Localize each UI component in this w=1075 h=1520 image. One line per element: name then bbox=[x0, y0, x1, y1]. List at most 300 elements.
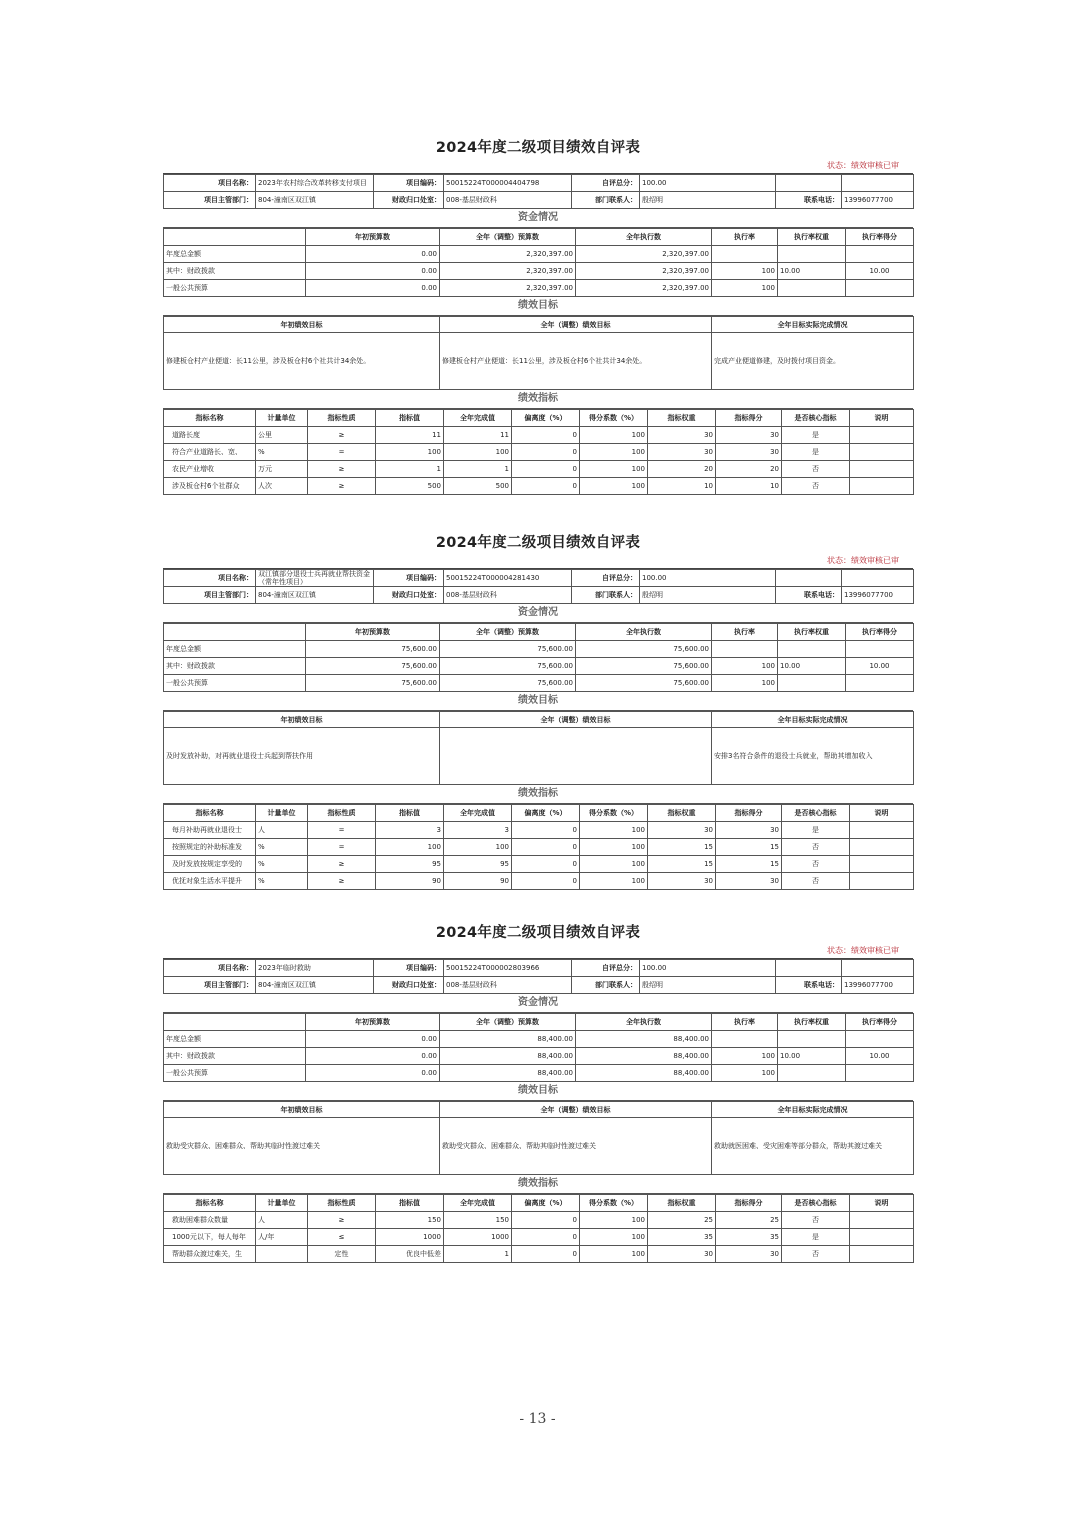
indicator-cell: 0 bbox=[512, 873, 580, 890]
self-score: 100.00 bbox=[640, 960, 776, 977]
section-goals: 绩效目标 bbox=[163, 692, 913, 711]
funds-cell: 88,400.00 bbox=[440, 1065, 576, 1082]
goal-text: 救助就医困难、受灾困难等部分群众，帮助其渡过难关 bbox=[712, 1118, 914, 1175]
indicator-header: 指标得分 bbox=[716, 410, 782, 427]
funds-cell: 10.00 bbox=[846, 263, 914, 280]
indicator-header: 指标性质 bbox=[308, 805, 376, 822]
indicator-cell: 否 bbox=[782, 856, 850, 873]
indicator-cell: 3 bbox=[444, 822, 512, 839]
indicator-header: 得分系数（%） bbox=[580, 805, 648, 822]
indicator-cell: 90 bbox=[444, 873, 512, 890]
indicator-cell: 优抚对象生活水平提升 bbox=[164, 873, 256, 890]
section-indicators: 绩效指标 bbox=[163, 785, 913, 804]
funds-cell: 75,600.00 bbox=[440, 658, 576, 675]
section-indicators: 绩效指标 bbox=[163, 390, 913, 409]
indicator-row bbox=[164, 1212, 914, 1229]
indicator-cell bbox=[850, 1212, 914, 1229]
funds-row-label: 一般公共预算 bbox=[164, 280, 306, 297]
goals-header: 年初绩效目标 bbox=[164, 1102, 440, 1118]
funds-header: 年初预算数 bbox=[306, 624, 440, 641]
indicator-header: 指标值 bbox=[376, 1195, 444, 1212]
page-number: - 13 - bbox=[519, 1411, 556, 1427]
funds-cell: 75,600.00 bbox=[576, 675, 712, 692]
indicator-cell: 1 bbox=[376, 461, 444, 478]
label-phone: 联系电话： bbox=[776, 587, 842, 604]
project-code: 50015224T000004404798 bbox=[444, 175, 572, 192]
indicator-cell: 20 bbox=[648, 461, 716, 478]
indicator-cell: 否 bbox=[782, 1212, 850, 1229]
funds-cell: 88,400.00 bbox=[440, 1048, 576, 1065]
project-info-table bbox=[163, 174, 914, 209]
self-evaluation-form bbox=[163, 532, 913, 890]
indicator-cell: 15 bbox=[648, 856, 716, 873]
indicator-cell: 100 bbox=[580, 1229, 648, 1246]
funds-row-label: 一般公共预算 bbox=[164, 1065, 306, 1082]
indicator-cell: 1 bbox=[444, 461, 512, 478]
indicator-cell: 35 bbox=[716, 1229, 782, 1246]
funds-header: 执行率权重 bbox=[778, 229, 846, 246]
goals-table bbox=[163, 1101, 914, 1175]
goals-table bbox=[163, 711, 914, 785]
indicator-row bbox=[164, 1246, 914, 1263]
indicator-cell: 100 bbox=[376, 444, 444, 461]
funds-cell bbox=[846, 246, 914, 263]
funds-header: 年初预算数 bbox=[306, 229, 440, 246]
indicator-cell: 100 bbox=[580, 873, 648, 890]
self-score: 100.00 bbox=[640, 175, 776, 192]
funds-row bbox=[164, 1048, 914, 1065]
funds-cell: 0.00 bbox=[306, 1065, 440, 1082]
funds-header: 全年执行数 bbox=[576, 624, 712, 641]
indicator-cell: 30 bbox=[716, 873, 782, 890]
contact: 殷绍明 bbox=[640, 587, 776, 604]
indicator-cell: % bbox=[256, 873, 308, 890]
section-indicators: 绩效指标 bbox=[163, 1175, 913, 1194]
indicator-cell: ≥ bbox=[308, 461, 376, 478]
indicator-cell: 10 bbox=[648, 478, 716, 495]
project-name: 双江镇部分退役士兵再就业帮扶资金（常年性项目） bbox=[256, 570, 374, 587]
indicator-header: 指标得分 bbox=[716, 805, 782, 822]
indicator-cell: 100 bbox=[580, 822, 648, 839]
goals-header: 全年目标实际完成情况 bbox=[712, 712, 914, 728]
indicators-table bbox=[163, 804, 914, 890]
funds-cell: 75,600.00 bbox=[306, 641, 440, 658]
funds-cell: 75,600.00 bbox=[440, 675, 576, 692]
funds-row-label: 年度总金额 bbox=[164, 641, 306, 658]
label-project-name: 项目名称： bbox=[164, 570, 256, 587]
indicator-cell: 15 bbox=[716, 856, 782, 873]
indicator-cell: 15 bbox=[716, 839, 782, 856]
indicator-cell: 100 bbox=[444, 839, 512, 856]
indicator-cell: 90 bbox=[376, 873, 444, 890]
indicator-row bbox=[164, 444, 914, 461]
indicator-cell: 100 bbox=[580, 478, 648, 495]
funds-cell bbox=[712, 246, 778, 263]
label-phone: 联系电话： bbox=[776, 192, 842, 209]
funds-row bbox=[164, 246, 914, 263]
indicator-cell: 是 bbox=[782, 444, 850, 461]
indicator-header: 指标名称 bbox=[164, 805, 256, 822]
indicator-cell: 是 bbox=[782, 1229, 850, 1246]
funds-table bbox=[163, 623, 914, 692]
indicator-cell: 3 bbox=[376, 822, 444, 839]
label-contact: 部门联系人： bbox=[572, 192, 640, 209]
label-project-name: 项目名称： bbox=[164, 175, 256, 192]
indicator-cell bbox=[850, 822, 914, 839]
indicator-cell: ≥ bbox=[308, 1212, 376, 1229]
funds-cell: 0.00 bbox=[306, 1031, 440, 1048]
funds-cell: 75,600.00 bbox=[306, 658, 440, 675]
project-name: 2023年农村综合改革转移支付项目 bbox=[256, 175, 374, 192]
funds-header: 执行率得分 bbox=[846, 229, 914, 246]
indicator-header: 全年完成值 bbox=[444, 1195, 512, 1212]
funds-cell: 88,400.00 bbox=[576, 1065, 712, 1082]
indicator-cell: 1000元以下，每人每年 bbox=[164, 1229, 256, 1246]
funds-cell: 10.00 bbox=[846, 658, 914, 675]
funds-row-label: 一般公共预算 bbox=[164, 675, 306, 692]
indicator-cell: 否 bbox=[782, 1246, 850, 1263]
indicator-cell: 20 bbox=[716, 461, 782, 478]
funds-cell: 2,320,397.00 bbox=[576, 263, 712, 280]
indicator-cell: 人 bbox=[256, 822, 308, 839]
indicator-header: 指标权重 bbox=[648, 805, 716, 822]
indicator-cell: % bbox=[256, 839, 308, 856]
label-self-score: 自评总分： bbox=[572, 960, 640, 977]
indicator-header: 是否核心指标 bbox=[782, 410, 850, 427]
funds-header: 执行率权重 bbox=[778, 1014, 846, 1031]
indicator-cell: 25 bbox=[716, 1212, 782, 1229]
indicator-header: 偏离度（%） bbox=[512, 410, 580, 427]
indicator-cell: 30 bbox=[716, 427, 782, 444]
indicator-cell: 0 bbox=[512, 444, 580, 461]
indicator-header: 是否核心指标 bbox=[782, 1195, 850, 1212]
indicators-table bbox=[163, 1194, 914, 1263]
section-goals: 绩效目标 bbox=[163, 297, 913, 316]
indicator-row bbox=[164, 856, 914, 873]
form-title: 2024年度二级项目绩效自评表 bbox=[435, 925, 641, 941]
funds-header: 全年执行数 bbox=[576, 1014, 712, 1031]
funds-row-label: 年度总金额 bbox=[164, 246, 306, 263]
indicator-cell bbox=[850, 478, 914, 495]
funds-cell: 100 bbox=[712, 1048, 778, 1065]
indicator-header: 全年完成值 bbox=[444, 805, 512, 822]
status-label: 状态：绩效审核已审 bbox=[827, 161, 899, 170]
label-finance-office: 财政归口处室： bbox=[374, 192, 444, 209]
indicator-cell: 及时发放按规定享受的 bbox=[164, 856, 256, 873]
indicator-header: 指标名称 bbox=[164, 1195, 256, 1212]
funds-cell: 100 bbox=[712, 263, 778, 280]
indicator-cell bbox=[256, 1246, 308, 1263]
indicator-cell: 30 bbox=[716, 822, 782, 839]
indicator-cell: 100 bbox=[580, 444, 648, 461]
funds-cell: 88,400.00 bbox=[440, 1031, 576, 1048]
indicator-cell: 30 bbox=[716, 444, 782, 461]
dept: 804-潼南区双江镇 bbox=[256, 587, 374, 604]
funds-cell bbox=[712, 641, 778, 658]
indicator-cell: 否 bbox=[782, 478, 850, 495]
indicator-cell bbox=[850, 427, 914, 444]
label-contact: 部门联系人： bbox=[572, 977, 640, 994]
label-self-score: 自评总分： bbox=[572, 570, 640, 587]
indicator-cell: 25 bbox=[648, 1212, 716, 1229]
funds-cell bbox=[778, 280, 846, 297]
funds-header: 全年（调整）预算数 bbox=[440, 1014, 576, 1031]
funds-cell bbox=[778, 246, 846, 263]
indicator-cell: 公里 bbox=[256, 427, 308, 444]
funds-cell: 10.00 bbox=[846, 1048, 914, 1065]
dept: 804-潼南区双江镇 bbox=[256, 192, 374, 209]
funds-cell bbox=[778, 675, 846, 692]
funds-header: 年初预算数 bbox=[306, 1014, 440, 1031]
funds-header: 执行率 bbox=[712, 229, 778, 246]
funds-row bbox=[164, 280, 914, 297]
label-dept: 项目主管部门： bbox=[164, 587, 256, 604]
indicator-header: 指标名称 bbox=[164, 410, 256, 427]
funds-row-label: 年度总金额 bbox=[164, 1031, 306, 1048]
project-code: 50015224T000004281430 bbox=[444, 570, 572, 587]
finance-office: 008-基层财政科 bbox=[444, 587, 572, 604]
indicator-cell bbox=[850, 1246, 914, 1263]
phone: 13996077700 bbox=[842, 977, 914, 994]
funds-cell: 0.00 bbox=[306, 280, 440, 297]
indicator-cell: 100 bbox=[580, 461, 648, 478]
indicator-cell: 否 bbox=[782, 461, 850, 478]
indicator-cell: 35 bbox=[648, 1229, 716, 1246]
funds-cell: 0.00 bbox=[306, 263, 440, 280]
indicator-cell: 30 bbox=[648, 822, 716, 839]
indicator-header: 偏离度（%） bbox=[512, 805, 580, 822]
indicator-cell: 万元 bbox=[256, 461, 308, 478]
funds-header: 执行率得分 bbox=[846, 624, 914, 641]
goals-header: 全年目标实际完成情况 bbox=[712, 317, 914, 333]
indicator-cell: 1000 bbox=[376, 1229, 444, 1246]
indicator-cell: 1 bbox=[444, 1246, 512, 1263]
indicator-cell: 100 bbox=[580, 1212, 648, 1229]
indicator-cell: 按照规定的补助标准发 bbox=[164, 839, 256, 856]
indicator-cell: 10 bbox=[716, 478, 782, 495]
goals-header: 年初绩效目标 bbox=[164, 317, 440, 333]
indicator-cell: 11 bbox=[376, 427, 444, 444]
funds-cell bbox=[778, 641, 846, 658]
indicator-cell: 道路长度 bbox=[164, 427, 256, 444]
indicator-header: 计量单位 bbox=[256, 410, 308, 427]
funds-cell: 10.00 bbox=[778, 1048, 846, 1065]
funds-cell bbox=[846, 280, 914, 297]
indicator-cell: 30 bbox=[648, 427, 716, 444]
funds-cell: 88,400.00 bbox=[576, 1031, 712, 1048]
finance-office: 008-基层财政科 bbox=[444, 977, 572, 994]
indicator-row bbox=[164, 478, 914, 495]
dept: 804-潼南区双江镇 bbox=[256, 977, 374, 994]
indicator-header: 计量单位 bbox=[256, 1195, 308, 1212]
indicator-cell: 是 bbox=[782, 822, 850, 839]
funds-cell bbox=[846, 1065, 914, 1082]
self-evaluation-form bbox=[163, 137, 913, 495]
indicator-cell: 帮助群众渡过难关，生 bbox=[164, 1246, 256, 1263]
indicator-cell bbox=[850, 1229, 914, 1246]
goal-text: 安排3名符合条件的退役士兵就业，帮助其增加收入 bbox=[712, 728, 914, 785]
indicator-cell: 95 bbox=[444, 856, 512, 873]
goals-header: 全年（调整）绩效目标 bbox=[440, 1102, 712, 1118]
indicator-row bbox=[164, 822, 914, 839]
indicator-cell: 农民产业增收 bbox=[164, 461, 256, 478]
finance-office: 008-基层财政科 bbox=[444, 192, 572, 209]
indicator-cell: 150 bbox=[444, 1212, 512, 1229]
indicator-header: 指标权重 bbox=[648, 1195, 716, 1212]
label-contact: 部门联系人： bbox=[572, 587, 640, 604]
indicator-cell: 500 bbox=[444, 478, 512, 495]
section-funds: 资金情况 bbox=[163, 209, 913, 228]
goal-text: 救助受灾群众、困难群众、帮助其临时性渡过难关 bbox=[440, 1118, 712, 1175]
funds-cell bbox=[846, 1031, 914, 1048]
goals-header: 全年（调整）绩效目标 bbox=[440, 317, 712, 333]
indicator-header: 偏离度（%） bbox=[512, 1195, 580, 1212]
funds-row-label: 其中：财政拨款 bbox=[164, 263, 306, 280]
funds-cell: 0.00 bbox=[306, 1048, 440, 1065]
indicator-cell: 人次 bbox=[256, 478, 308, 495]
label-project-code: 项目编码： bbox=[374, 960, 444, 977]
indicator-row bbox=[164, 461, 914, 478]
funds-cell: 100 bbox=[712, 280, 778, 297]
funds-cell bbox=[846, 641, 914, 658]
funds-cell: 75,600.00 bbox=[576, 641, 712, 658]
indicator-header: 指标值 bbox=[376, 410, 444, 427]
indicator-row bbox=[164, 873, 914, 890]
indicator-cell: 500 bbox=[376, 478, 444, 495]
indicator-cell: 15 bbox=[648, 839, 716, 856]
funds-header: 执行率 bbox=[712, 1014, 778, 1031]
indicator-cell bbox=[850, 839, 914, 856]
label-project-code: 项目编码： bbox=[374, 175, 444, 192]
indicator-cell: 30 bbox=[648, 444, 716, 461]
funds-cell: 10.00 bbox=[778, 658, 846, 675]
indicator-cell: 30 bbox=[648, 873, 716, 890]
funds-table bbox=[163, 228, 914, 297]
funds-cell bbox=[712, 1031, 778, 1048]
indicator-cell: 100 bbox=[580, 427, 648, 444]
indicator-header: 指标性质 bbox=[308, 410, 376, 427]
indicator-cell: 100 bbox=[580, 839, 648, 856]
indicator-cell bbox=[850, 856, 914, 873]
indicator-cell: ≥ bbox=[308, 856, 376, 873]
indicator-header: 说明 bbox=[850, 805, 914, 822]
indicator-cell: 100 bbox=[376, 839, 444, 856]
funds-header bbox=[164, 229, 306, 246]
indicator-cell: 30 bbox=[648, 1246, 716, 1263]
indicator-header: 指标得分 bbox=[716, 1195, 782, 1212]
label-dept: 项目主管部门： bbox=[164, 977, 256, 994]
indicator-cell bbox=[850, 461, 914, 478]
funds-header: 执行率 bbox=[712, 624, 778, 641]
indicator-cell: 每月补助再就业退役士 bbox=[164, 822, 256, 839]
indicator-header: 指标值 bbox=[376, 805, 444, 822]
funds-cell: 100 bbox=[712, 658, 778, 675]
indicator-row bbox=[164, 1229, 914, 1246]
funds-header bbox=[164, 624, 306, 641]
label-finance-office: 财政归口处室： bbox=[374, 587, 444, 604]
funds-header: 全年执行数 bbox=[576, 229, 712, 246]
indicator-cell: 0 bbox=[512, 1212, 580, 1229]
indicator-cell: 0 bbox=[512, 461, 580, 478]
indicator-cell: 定性 bbox=[308, 1246, 376, 1263]
funds-row bbox=[164, 1031, 914, 1048]
project-info-table bbox=[163, 569, 914, 604]
indicator-header: 说明 bbox=[850, 410, 914, 427]
indicator-cell: 150 bbox=[376, 1212, 444, 1229]
phone: 13996077700 bbox=[842, 587, 914, 604]
funds-header bbox=[164, 1014, 306, 1031]
funds-cell: 75,600.00 bbox=[306, 675, 440, 692]
goal-text: 及时发放补助，对再就业退役士兵起到帮扶作用 bbox=[164, 728, 440, 785]
funds-cell bbox=[778, 1031, 846, 1048]
funds-header: 全年（调整）预算数 bbox=[440, 229, 576, 246]
indicator-cell: = bbox=[308, 839, 376, 856]
label-project-code: 项目编码： bbox=[374, 570, 444, 587]
funds-cell: 75,600.00 bbox=[440, 641, 576, 658]
indicator-cell: 0 bbox=[512, 839, 580, 856]
indicator-cell: 0 bbox=[512, 1246, 580, 1263]
goal-text: 完成产业便道修建，及时拨付项目资金。 bbox=[712, 333, 914, 390]
funds-row bbox=[164, 263, 914, 280]
funds-cell: 100 bbox=[712, 675, 778, 692]
funds-cell: 0.00 bbox=[306, 246, 440, 263]
indicator-cell: 涉及板仓村6个社群众 bbox=[164, 478, 256, 495]
funds-cell bbox=[846, 675, 914, 692]
goal-text: 修建板仓村产业便道：长11公里，涉及板仓村6个社共计34余处。 bbox=[440, 333, 712, 390]
indicator-cell: 符合产业道路长、宽、 bbox=[164, 444, 256, 461]
project-info-table bbox=[163, 959, 914, 994]
goals-table bbox=[163, 316, 914, 390]
section-funds: 资金情况 bbox=[163, 604, 913, 623]
funds-cell: 88,400.00 bbox=[576, 1048, 712, 1065]
goals-header: 全年（调整）绩效目标 bbox=[440, 712, 712, 728]
indicator-cell: 0 bbox=[512, 856, 580, 873]
funds-header: 执行率得分 bbox=[846, 1014, 914, 1031]
funds-row-label: 其中：财政拨款 bbox=[164, 1048, 306, 1065]
project-code: 50015224T000002803966 bbox=[444, 960, 572, 977]
status-label: 状态：绩效审核已审 bbox=[827, 946, 899, 955]
indicator-cell: = bbox=[308, 822, 376, 839]
indicator-header: 指标权重 bbox=[648, 410, 716, 427]
goals-header: 全年目标实际完成情况 bbox=[712, 1102, 914, 1118]
funds-row-label: 其中：财政拨款 bbox=[164, 658, 306, 675]
label-phone: 联系电话： bbox=[776, 977, 842, 994]
contact: 殷绍明 bbox=[640, 977, 776, 994]
indicator-header: 全年完成值 bbox=[444, 410, 512, 427]
section-goals: 绩效目标 bbox=[163, 1082, 913, 1101]
goal-text: 修建板仓村产业便道：长11公里，涉及板仓村6个社共计34余处。 bbox=[164, 333, 440, 390]
project-name: 2023年临时救助 bbox=[256, 960, 374, 977]
indicator-header: 计量单位 bbox=[256, 805, 308, 822]
indicator-cell: 否 bbox=[782, 873, 850, 890]
indicator-cell: ≤ bbox=[308, 1229, 376, 1246]
status-label: 状态：绩效审核已审 bbox=[827, 556, 899, 565]
indicator-cell: 100 bbox=[444, 444, 512, 461]
indicator-header: 说明 bbox=[850, 1195, 914, 1212]
funds-cell: 100 bbox=[712, 1065, 778, 1082]
self-score: 100.00 bbox=[640, 570, 776, 587]
indicator-cell: 100 bbox=[580, 856, 648, 873]
indicator-cell: 0 bbox=[512, 822, 580, 839]
indicator-cell: 0 bbox=[512, 478, 580, 495]
indicator-cell: ≥ bbox=[308, 478, 376, 495]
indicator-cell: = bbox=[308, 444, 376, 461]
indicator-cell: 人/年 bbox=[256, 1229, 308, 1246]
indicators-table bbox=[163, 409, 914, 495]
funds-cell: 2,320,397.00 bbox=[440, 263, 576, 280]
indicator-cell: 救助困难群众数量 bbox=[164, 1212, 256, 1229]
label-finance-office: 财政归口处室： bbox=[374, 977, 444, 994]
